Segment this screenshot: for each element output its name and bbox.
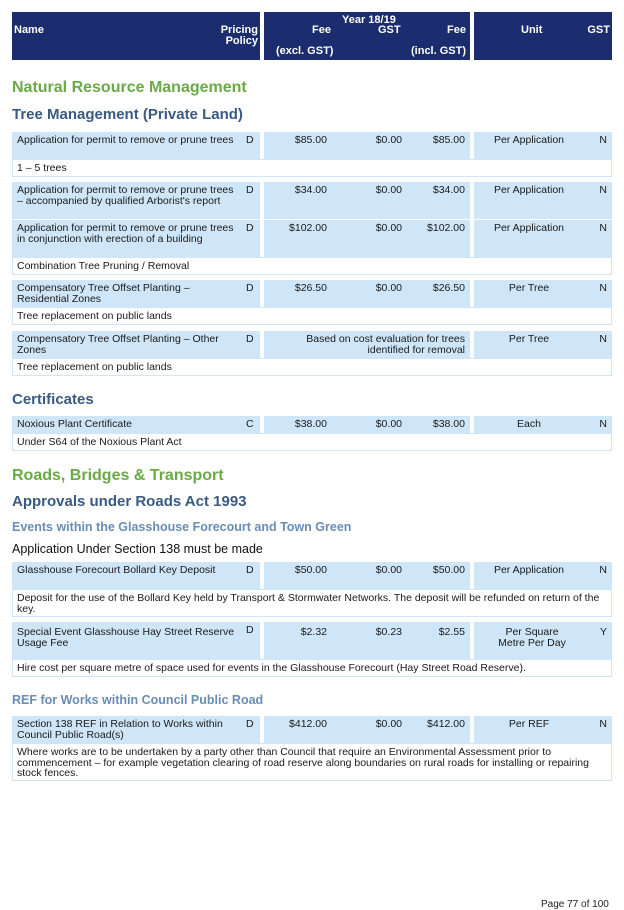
- unit: Per REF: [508, 718, 550, 730]
- gst-amount: $0.00: [375, 222, 402, 234]
- row-note: [12, 743, 612, 781]
- fee-description: Section 138 REF in Relation to Works within Council Public Road(s): [17, 718, 223, 741]
- gst-amount: $0.00: [375, 418, 402, 430]
- gst-amount: $0.00: [375, 282, 402, 294]
- header-pricing: Pricing: [220, 24, 258, 36]
- header-fee-incl: Fee: [447, 24, 466, 36]
- gst-amount: $0.00: [375, 134, 402, 146]
- note-text: Combination Tree Pruning / Removal: [17, 260, 190, 272]
- gst-flag: N: [599, 134, 607, 146]
- gst-flag: N: [599, 333, 607, 345]
- gst-flag: N: [599, 564, 607, 576]
- header-unit-gst-cell: [474, 12, 612, 60]
- fee-text: Based on cost evaluation for trees identified for removal: [306, 333, 465, 356]
- unit: Each: [517, 418, 541, 430]
- table-row: [12, 416, 612, 433]
- subsection-heading: Approvals under Roads Act 1993: [12, 493, 247, 510]
- table-row: [12, 562, 612, 589]
- fee-description: Noxious Plant Certificate: [17, 418, 132, 430]
- page-number: Page 77 of 100: [541, 899, 609, 910]
- header-fees-cell: [264, 12, 470, 60]
- row-note: [12, 589, 612, 617]
- gst-amount: $0.00: [375, 718, 402, 730]
- table-row: [12, 622, 612, 659]
- table-row: [12, 716, 612, 743]
- gst-flag: N: [599, 282, 607, 294]
- header-name: Name: [14, 24, 44, 36]
- unit: Per Application: [493, 222, 565, 234]
- fee-incl-gst: $102.00: [427, 222, 465, 234]
- fee-incl-gst: $412.00: [427, 718, 465, 730]
- table-row: [12, 132, 612, 159]
- fee-incl-gst: $2.55: [438, 626, 465, 638]
- gst-flag: Y: [599, 626, 607, 638]
- row-note: [12, 358, 612, 376]
- fee-description: Application for permit to remove or prune trees – accompanied by qualified Arborist's report: [17, 184, 234, 207]
- fee-description: Glasshouse Forecourt Bollard Key Deposit: [17, 564, 216, 576]
- pricing-policy: D: [246, 282, 254, 294]
- header-excl-gst: (excl. GST): [276, 45, 334, 57]
- unit: Per Application: [493, 134, 565, 146]
- fee-excl-gst: $102.00: [289, 222, 327, 234]
- pricing-policy: D: [246, 134, 254, 146]
- fee-excl-gst: $50.00: [294, 564, 327, 576]
- fee-incl-gst: $34.00: [432, 184, 465, 196]
- section-heading: Natural Resource Management: [12, 79, 247, 96]
- fee-description: Special Event Glasshouse Hay Street Reserve Usage Fee: [17, 626, 235, 649]
- fee-incl-gst: $38.00: [432, 418, 465, 430]
- header-fee-excl: Fee: [312, 24, 331, 36]
- gst-amount: $0.23: [375, 626, 402, 638]
- gst-flag: N: [599, 418, 607, 430]
- row-note: [12, 659, 612, 677]
- row-note: [12, 433, 612, 451]
- row-note: [12, 159, 612, 177]
- pricing-policy: D: [246, 333, 254, 345]
- note-text: 1 – 5 trees: [17, 162, 67, 174]
- unit: Per Application: [493, 184, 565, 196]
- fee-description: Compensatory Tree Offset Planting – Other Zones: [17, 333, 219, 356]
- note-text: Under S64 of the Noxious Plant Act: [17, 436, 182, 448]
- header-gst: GST: [378, 24, 401, 36]
- header-name-policy-cell: [12, 12, 260, 60]
- header-unit: Unit: [521, 24, 543, 36]
- gst-flag: N: [599, 184, 607, 196]
- fee-excl-gst: $38.00: [294, 418, 327, 430]
- note-text: Hire cost per square metre of space used for events in the Glasshouse Forecourt (Hay Street Road Reserve).: [17, 662, 526, 674]
- gst-amount: $0.00: [375, 564, 402, 576]
- gst-flag: N: [599, 222, 607, 234]
- fee-incl-gst: $85.00: [432, 134, 465, 146]
- fee-excl-gst: $412.00: [289, 718, 327, 730]
- fee-incl-gst: $50.00: [432, 564, 465, 576]
- fee-description: Compensatory Tree Offset Planting – Residential Zones: [17, 282, 190, 305]
- fee-description: Application for permit to remove or prune trees: [17, 134, 234, 146]
- pricing-policy: D: [246, 718, 254, 730]
- note-text: Where works are to be undertaken by a party other than Council that require an Environmental Assessment prior to commencement – for example vegetation clearing of road reserve along boundaries on rural roads for installing or repairing stock fences.: [17, 746, 589, 779]
- pricing-policy: D: [246, 624, 254, 636]
- subsection-heading: Tree Management (Private Land): [12, 106, 243, 123]
- fee-excl-gst: $85.00: [294, 134, 327, 146]
- unit: Per Square Metre Per Day: [498, 626, 566, 649]
- fee-excl-gst: $34.00: [294, 184, 327, 196]
- row-note: [12, 307, 612, 325]
- pricing-policy: D: [246, 564, 254, 576]
- table-row: [12, 280, 612, 307]
- header-gst-flag: GST: [587, 24, 610, 36]
- pricing-policy: D: [246, 222, 254, 234]
- section-instruction: Application Under Section 138 must be made: [12, 542, 263, 556]
- note-text: Tree replacement on public lands: [17, 361, 172, 373]
- gst-flag: N: [599, 718, 607, 730]
- header-year: Year 18/19: [342, 14, 396, 26]
- fee-excl-gst: $26.50: [294, 282, 327, 294]
- table-row: [12, 220, 612, 257]
- note-text: Tree replacement on public lands: [17, 310, 172, 322]
- sub-subsection-heading: REF for Works within Council Public Road: [12, 693, 264, 707]
- pricing-policy: C: [246, 418, 254, 430]
- fee-description: Application for permit to remove or prune trees in conjunction with erection of a building: [17, 222, 234, 245]
- fee-excl-gst: $2.32: [300, 626, 327, 638]
- table-row: [12, 331, 612, 358]
- unit: Per Tree: [508, 282, 550, 294]
- table-row: [12, 182, 612, 219]
- subsection-heading: Certificates: [12, 391, 94, 408]
- header-policy: Policy: [225, 35, 258, 47]
- row-note: [12, 257, 612, 275]
- note-text: Deposit for the use of the Bollard Key held by Transport & Stormwater Networks. The deposit will be refunded on return of the key.: [17, 592, 600, 615]
- unit: Per Tree: [508, 333, 550, 345]
- gst-amount: $0.00: [375, 184, 402, 196]
- pricing-policy: D: [246, 184, 254, 196]
- sub-subsection-heading: Events within the Glasshouse Forecourt and Town Green: [12, 520, 352, 534]
- fee-incl-gst: $26.50: [432, 282, 465, 294]
- header-incl-gst: (incl. GST): [411, 45, 466, 57]
- section-heading: Roads, Bridges & Transport: [12, 467, 224, 484]
- unit: Per Application: [493, 564, 565, 576]
